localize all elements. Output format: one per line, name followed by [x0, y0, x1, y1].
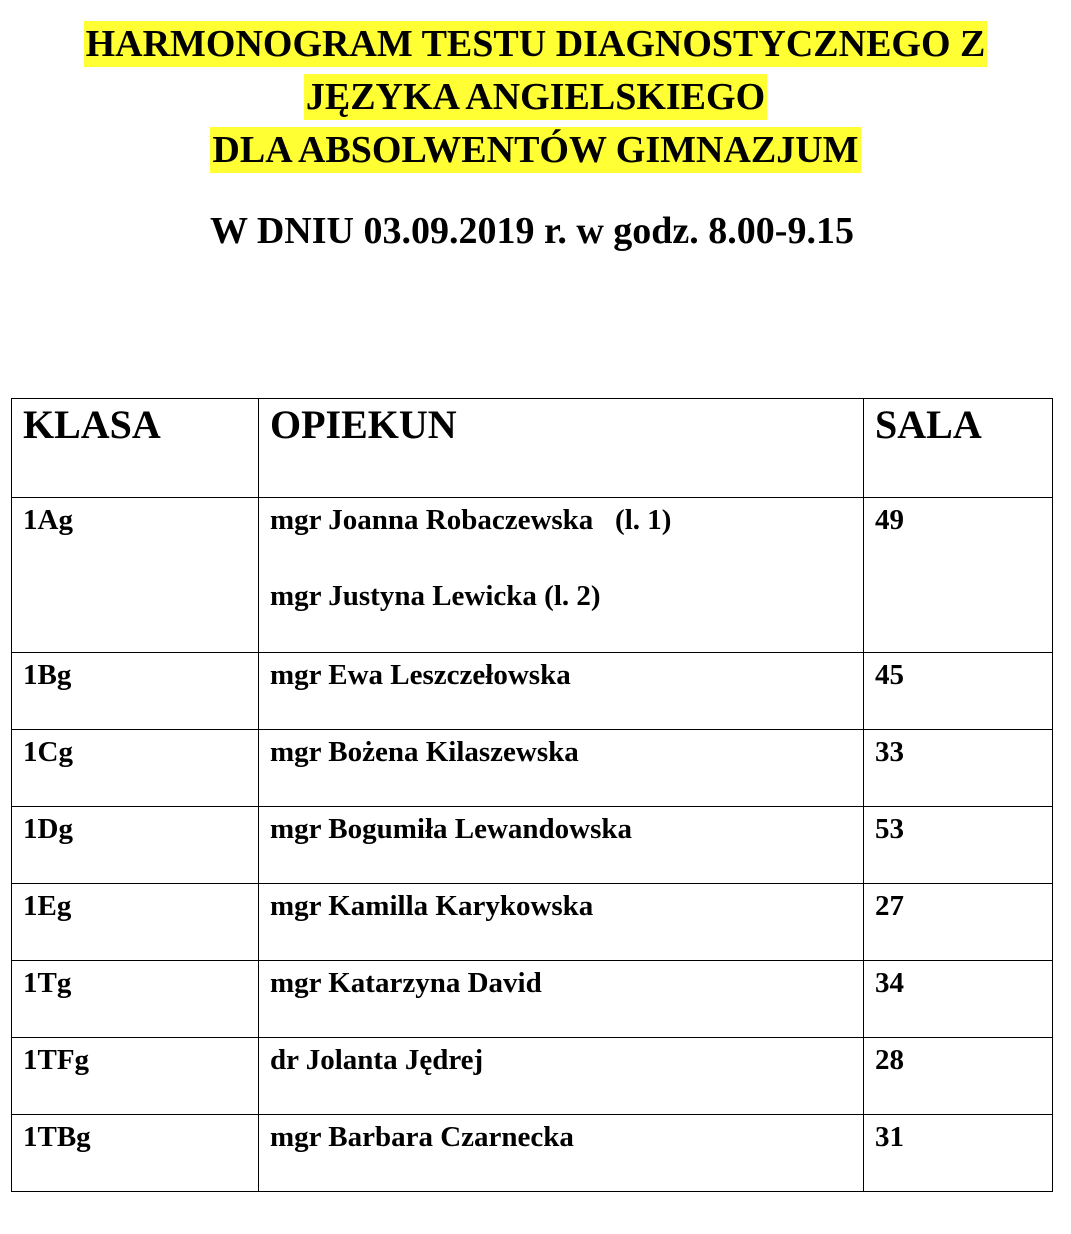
cell-opiekun: mgr Kamilla Karykowska: [259, 884, 864, 961]
cell-opiekun: mgr Bożena Kilaszewska: [259, 730, 864, 807]
cell-sala: 53: [864, 807, 1053, 884]
title-line-1: [0, 18, 1071, 71]
header-klasa: KLASA: [12, 399, 259, 498]
table-row: [12, 1115, 1053, 1192]
table-row: [12, 498, 1053, 653]
cell-opiekun-line2: mgr Justyna Lewicka (l. 2): [270, 580, 601, 612]
table-row: [12, 653, 1053, 730]
cell-sala: 33: [864, 730, 1053, 807]
table-header-row: [12, 399, 1053, 498]
date-subtitle: W DNIU 03.09.2019 r. w godz. 8.00-9.15: [210, 210, 854, 252]
title-line-3-text: DLA ABSOLWENTÓW GIMNAZJUM: [212, 129, 859, 171]
document-title: [0, 18, 1071, 177]
cell-opiekun: mgr Ewa Leszczełowska: [259, 653, 864, 730]
cell-klasa: 1Dg: [12, 807, 259, 884]
cell-sala: 31: [864, 1115, 1053, 1192]
header-sala: SALA: [864, 399, 1053, 498]
cell-sala: 45: [864, 653, 1053, 730]
cell-klasa: 1TFg: [12, 1038, 259, 1115]
cell-opiekun: mgr Bogumiła Lewandowska: [259, 807, 864, 884]
schedule-table: [11, 398, 1053, 1192]
cell-klasa: 1Eg: [12, 884, 259, 961]
cell-klasa: 1Tg: [12, 961, 259, 1038]
header-opiekun: OPIEKUN: [259, 399, 864, 498]
cell-klasa: 1Ag: [12, 498, 259, 653]
cell-opiekun: mgr Katarzyna David: [259, 961, 864, 1038]
title-line-2: [0, 71, 1071, 124]
cell-opiekun: dr Jolanta Jędrej: [259, 1038, 864, 1115]
table-row: [12, 730, 1053, 807]
cell-opiekun: mgr Barbara Czarnecka: [259, 1115, 864, 1192]
table-row: [12, 884, 1053, 961]
table-row: [12, 807, 1053, 884]
cell-klasa: 1Bg: [12, 653, 259, 730]
cell-sala: 28: [864, 1038, 1053, 1115]
cell-sala: 34: [864, 961, 1053, 1038]
cell-opiekun: [259, 498, 864, 653]
cell-opiekun-line1: mgr Joanna Robaczewska (l. 1): [270, 504, 672, 536]
title-line-1-text: HARMONOGRAM TESTU DIAGNOSTYCZNEGO Z: [85, 23, 986, 65]
table-row: [12, 1038, 1053, 1115]
cell-klasa: 1TBg: [12, 1115, 259, 1192]
title-line-3: [0, 124, 1071, 177]
cell-sala: 49: [864, 498, 1053, 653]
title-line-2-text: JĘZYKA ANGIELSKIEGO: [305, 76, 766, 118]
cell-klasa: 1Cg: [12, 730, 259, 807]
cell-sala: 27: [864, 884, 1053, 961]
table-row: [12, 961, 1053, 1038]
